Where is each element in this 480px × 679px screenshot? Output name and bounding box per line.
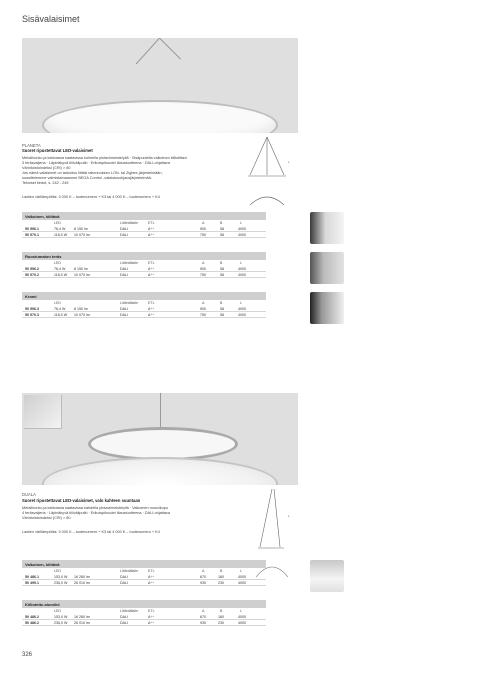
table-row: 50 486.1 153,0 W 16 260 lm DALI A⁺⁺ 670 160 4000 <box>22 574 266 580</box>
finish-swatch-white <box>310 212 344 244</box>
page-number: 326 <box>22 652 33 658</box>
product-subtitle-duala: Suoret ripustettavat LED-valaisimet, valo kahteen suuntaan <box>22 498 141 503</box>
variant-table-planeta-3: Kromi LED Liitäntälaite ETL A B L 50 596.3 76,4 W 8 150 lm DALI A⁺⁺ 500 58 4000 50 570.3 118,0 W 10 070 lm DALI A⁺⁺ 750 58 4000 <box>22 292 266 318</box>
color-temperature-duala: Laslien värilämpötila: 3 000 K – tuotenumero + K3 tai 4 000 K – tuotenumero + K4 <box>22 530 160 534</box>
variant-table-duala-2: Kiillotettu alumiini LED Liitäntälaite ETL A B L 50 486.2 153,0 W 16 260 lm DALI A⁺⁺ 670 160 4000 50 486.2 236,0 W 26 010 lm DALI A⁺⁺ 930 230 4000 <box>22 600 266 626</box>
table-row: 50 486.2 236,0 W 26 010 lm DALI A⁺⁺ 930 230 4000 <box>22 620 266 626</box>
table-row: 50 570.2 118,0 W 10 070 lm DALI A⁺⁺ 750 58 4000 <box>22 272 266 278</box>
product-family-planeta: PLANETA <box>22 143 41 148</box>
variant-table-planeta-2: Ruostumaton teräs LED Liitäntälaite ETL A B L 50 596.2 76,4 W 8 150 lm DALI A⁺⁺ 500 58 4000 50 570.2 118,0 W 10 070 lm DALI A⁺⁺ 750 58 4000 <box>22 252 266 278</box>
variant-table-duala-1: Valkoinen, kiiltävä LED Liitäntälaite ETL A B L 50 486.1 153,0 W 16 260 lm DALI A⁺⁺ 670 160 4000 50 499.1 236,0 W 26 010 lm DALI A⁺⁺ 930 230 4000 <box>22 560 266 586</box>
finish-swatch-duala-white <box>310 560 344 592</box>
table-row: 50 596.2 76,4 W 8 150 lm DALI A⁺⁺ 500 58 4000 <box>22 266 266 272</box>
color-temperature-planeta: Laslien värilämpötila: 3 000 K – tuotenumero + K3 tai 4 000 K – tuotenumero + K4 <box>22 195 160 199</box>
table-row: 50 499.1 236,0 W 26 010 lm DALI A⁺⁺ 930 230 4000 <box>22 580 266 586</box>
table-row: 50 596.3 76,4 W 8 150 lm DALI A⁺⁺ 500 58 4000 <box>22 306 266 312</box>
product-subtitle-planeta: Suoret ripustettavat LED-valaisimet <box>22 148 93 153</box>
product-family-duala: DUALA <box>22 492 36 497</box>
table-row: 50 570.1 118,0 W 10 070 lm DALI A⁺⁺ 750 58 4000 <box>22 232 266 238</box>
svg-text:L: L <box>288 514 290 518</box>
table-row: 50 570.3 118,0 W 10 070 lm DALI A⁺⁺ 750 58 4000 <box>22 312 266 318</box>
table-row: 50 486.2 153,0 W 16 260 lm DALI A⁺⁺ 670 160 4000 <box>22 614 266 620</box>
table-row: 50 596.1 76,4 W 8 150 lm DALI A⁺⁺ 500 58 4000 <box>22 226 266 232</box>
section-title: Sisävalaisimet <box>22 14 80 24</box>
variant-table-planeta-1: Valkoinen, kiiltävä LED Liitäntälaite ETL A B L 50 596.1 76,4 W 8 150 lm DALI A⁺⁺ 500 58 4000 50 570.1 118,0 W 10 070 lm DALI A⁺⁺ 750 58 4000 <box>22 212 266 238</box>
finish-swatch-chrome <box>310 292 344 324</box>
finish-swatch-stainless <box>310 252 344 284</box>
product-description-planeta: Metallirunko ja kattorasia saatavissa kolmella pintaviimeistelyllä · Sisäpuolelta valkoinen kiiltoilttavi 3 teräsvaijeria · Läpinäkyvä tiiliväliputki · Erikoispituudet tilaustuotteena · DALI-ohjattava Värintoistoindeksi (CRI) > 80 Jos nämä valaisimet on tarkoitus liittää rakennuksen LON- tai Zigbee-järjestelmään, suosittelemme valmistamaamme BEGA Control -valaistusohjausjärjestelmää. Tekniset tiedot, s. 242 - 245 <box>22 156 188 185</box>
svg-text:L: L <box>288 160 290 164</box>
product-photo-duala <box>22 393 298 485</box>
product-photo-planeta <box>22 38 298 133</box>
product-description-duala: Metallirunko ja kattorasia saatavissa kahdella pintaviimeistelyllä · Valkoinen muovikupu 4 teräsvaijeria · Läpinäkyvä tiiliväliputki · Erikoispituudet tilaustuotteena · DALI-ohjattava Värintoistoindeksi (CRI) > 80 <box>22 506 170 520</box>
